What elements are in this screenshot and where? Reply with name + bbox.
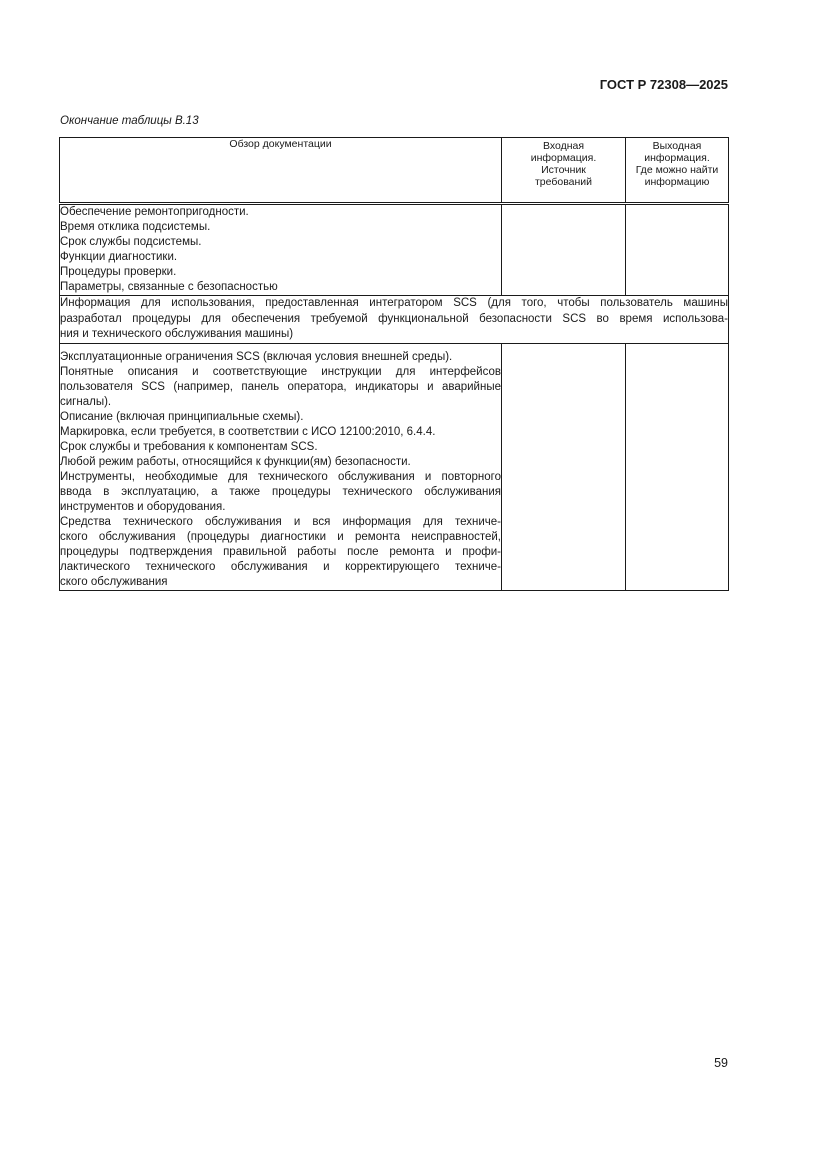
table-caption: Окончание таблицы В.13 xyxy=(60,115,199,127)
text-line: процедуры подтверждения правильной работы после ремонта и профи- xyxy=(60,545,501,558)
block1-cell xyxy=(60,204,502,296)
header-line: Где можно найти xyxy=(635,164,719,176)
empty-cell xyxy=(626,204,729,296)
header-line: информация. xyxy=(644,152,710,164)
text-line: Информация для использования, предоставленная интегратором SCS (для того, чтобы пользователь машины xyxy=(60,297,728,309)
table-section-row xyxy=(60,296,729,344)
header-output-info xyxy=(626,138,729,204)
text-line: Обеспечение ремонтопригодности. xyxy=(60,206,249,218)
header-line: Обзор документации xyxy=(229,138,332,150)
text-line: разработал процедуры для обеспечения требуемой функциональной безопасности SCS во время использова- xyxy=(60,312,728,325)
header-line: информацию xyxy=(644,176,710,188)
header-line: Выходная xyxy=(652,140,702,152)
text-line: Срок службы подсистемы. xyxy=(60,236,202,248)
text-line: Инструменты, необходимые для технического обслуживания и повторного xyxy=(60,470,501,483)
text-line: Описание (включая принципиальные схемы). xyxy=(60,410,304,423)
text-line: Время отклика подсистемы. xyxy=(60,221,211,233)
header-line: информация. xyxy=(530,152,597,164)
header-input-info xyxy=(502,138,626,204)
page-number: 59 xyxy=(714,1056,728,1070)
block2-cell xyxy=(60,343,502,590)
text-line: Процедуры проверки. xyxy=(60,266,177,278)
document-code: ГОСТ Р 72308—2025 xyxy=(599,77,728,92)
text-line: Понятные описания и соответствующие инструкции для интерфейсов xyxy=(60,365,501,378)
text-line: Средства технического обслуживания и вся информация для техниче- xyxy=(60,515,501,528)
text-line: Функции диагностики. xyxy=(60,251,178,263)
text-line: ского обслуживания xyxy=(60,575,168,588)
empty-cell xyxy=(502,343,626,590)
header-line: Входная xyxy=(542,140,585,152)
text-line: ввода в эксплуатацию, а также процедуры технического обслуживания xyxy=(60,485,501,498)
text-line: пользователя SCS (например, панель оператора, индикаторы и аварийные xyxy=(60,380,501,393)
text-line: лактического технического обслуживания и корректирующего техниче- xyxy=(60,560,501,573)
table-row xyxy=(60,343,729,590)
text-line: сигналы). xyxy=(60,395,112,408)
header-line: требований xyxy=(534,176,593,188)
empty-cell xyxy=(502,204,626,296)
documentation-table xyxy=(59,137,729,591)
text-line: Срок службы и требования к компонентам SCS. xyxy=(60,440,318,453)
table-row xyxy=(60,204,729,296)
header-line: Источник xyxy=(541,164,586,176)
section-cell xyxy=(60,296,729,344)
header-overview xyxy=(60,138,502,204)
text-line: Маркировка, если требуется, в соответствии с ИСО 12100:2010, 6.4.4. xyxy=(60,425,436,438)
text-line: Эксплуатационные ограничения SCS (включая условия внешней среды). xyxy=(60,350,453,363)
text-line: инструментов и оборудования. xyxy=(60,500,226,513)
text-line: ния и технического обслуживания машины) xyxy=(60,328,294,340)
text-line: Любой режим работы, относящийся к функции(ям) безопасности. xyxy=(60,455,411,468)
empty-cell xyxy=(626,343,729,590)
table-header-row xyxy=(60,138,729,204)
text-line: ского обслуживания (процедуры диагностики и ремонта неисправностей, xyxy=(60,530,501,543)
text-line: Параметры, связанные с безопасностью xyxy=(60,281,278,293)
